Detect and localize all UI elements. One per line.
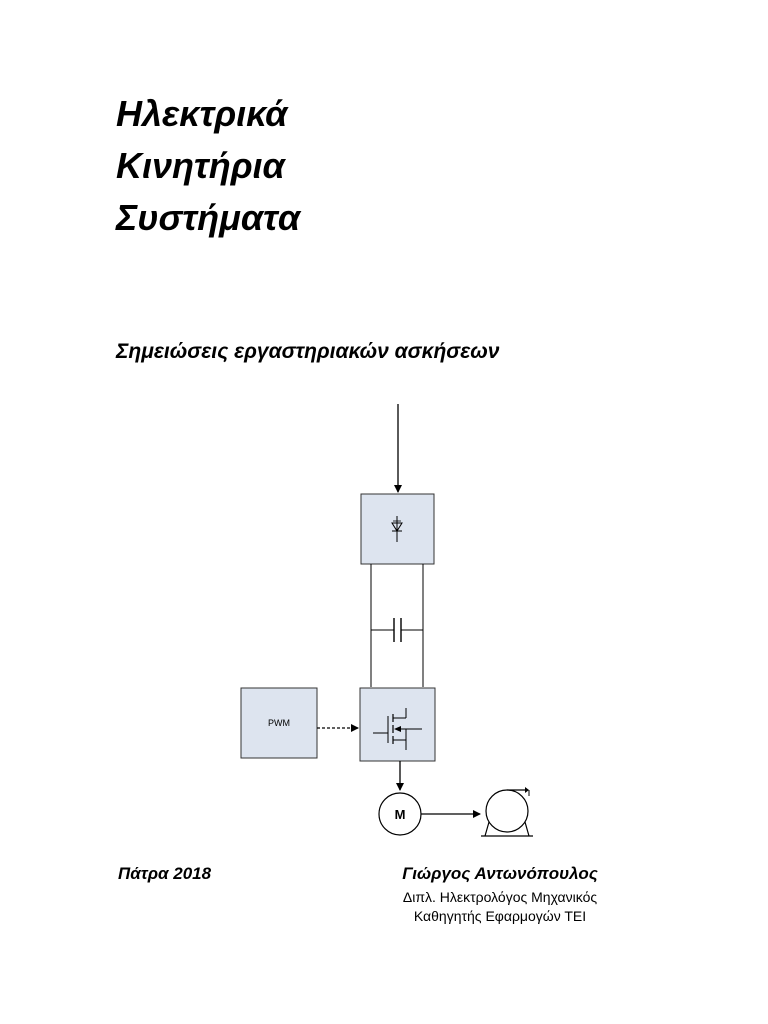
pwm-block [241, 688, 317, 758]
inverter-block [360, 688, 435, 761]
motor-icon [379, 793, 421, 835]
place-and-year: Πάτρα 2018 [118, 864, 212, 883]
title-line-1: Ηλεκτρικά [116, 93, 288, 134]
rectifier-block [361, 494, 434, 564]
pump-icon [481, 787, 533, 836]
author-title-2: Καθηγητής Εφαρμογών ΤΕΙ [413, 908, 587, 924]
capacitor-icon [371, 618, 423, 642]
author-title-1: Διπλ. Ηλεκτρολόγος Μηχανικός [402, 889, 598, 905]
author-block [360, 864, 640, 926]
pwm-label: PWM [268, 718, 290, 728]
document-subtitle: Σημειώσεις εργαστηριακών ασκήσεων [116, 340, 500, 363]
author-name: Γιώργος Αντωνόπουλος [402, 864, 598, 883]
title-line-2: Κινητήρια [116, 145, 285, 186]
title-line-3: Συστήματα [116, 197, 301, 238]
motor-label: M [394, 807, 406, 822]
